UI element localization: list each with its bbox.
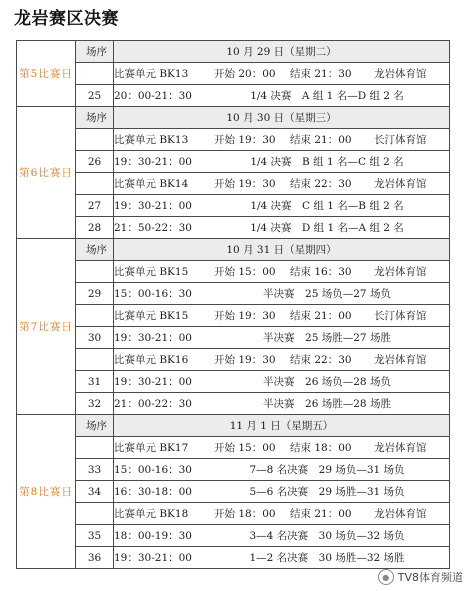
match-number: 25	[76, 85, 114, 107]
session-start: 开始 15：00	[214, 266, 276, 278]
match-info	[114, 371, 450, 393]
session-venue: 龙岩体育馆	[374, 442, 427, 454]
session-unit: 比赛单元 BK16	[114, 354, 189, 366]
session-end: 结束 18：00	[290, 442, 352, 454]
session-venue: 长汀体育馆	[374, 134, 427, 146]
match-row	[17, 459, 450, 481]
match-time: 20：00-21：30	[114, 90, 192, 102]
match-info	[114, 151, 450, 173]
session-start: 开始 19：30	[214, 178, 276, 190]
match-number: 28	[76, 217, 114, 239]
session-row	[17, 437, 450, 459]
session-info	[114, 63, 450, 85]
match-desc: 1/4 决赛 C 组 1 名—B 组 2 名	[250, 200, 404, 212]
match-time: 16：30-18：00	[114, 486, 192, 498]
match-number	[76, 305, 114, 327]
session-unit: 比赛单元 BK15	[114, 266, 189, 278]
session-row	[17, 503, 450, 525]
date-header: 10 月 30 日（星期三）	[114, 107, 450, 129]
match-desc: 半决赛 26 场胜—28 场胜	[263, 398, 391, 410]
session-row	[17, 63, 450, 85]
watermark-text: TV8体育频道	[397, 571, 463, 584]
match-time: 19：30-21：00	[114, 156, 192, 168]
day-header-row	[17, 107, 450, 129]
match-number: 32	[76, 393, 114, 415]
date-header: 10 月 29 日（星期二）	[114, 41, 450, 63]
session-info	[114, 261, 450, 283]
session-end: 结束 21：30	[290, 68, 352, 80]
session-unit: 比赛单元 BK17	[114, 442, 189, 454]
session-end: 结束 21：00	[290, 310, 352, 322]
match-number	[76, 261, 114, 283]
match-info	[114, 547, 450, 569]
match-row	[17, 547, 450, 569]
match-desc: 5—6 名决赛 29 场胜—31 场负	[249, 486, 405, 498]
match-row	[17, 151, 450, 173]
session-end: 结束 22：30	[290, 178, 352, 190]
match-desc: 半决赛 26 场负—28 场负	[263, 376, 391, 388]
wechat-icon: ●	[378, 569, 394, 585]
date-header: 10 月 31 日（星期四）	[114, 239, 450, 261]
day-label: 第6比赛日	[17, 107, 76, 239]
match-row	[17, 371, 450, 393]
day-header-row	[17, 41, 450, 63]
order-header: 场序	[76, 415, 114, 437]
match-number	[76, 349, 114, 371]
session-end: 结束 21：00	[290, 134, 352, 146]
match-row	[17, 525, 450, 547]
session-info	[114, 349, 450, 371]
match-info	[114, 481, 450, 503]
match-desc: 1—2 名决赛 30 场胜—32 场胜	[249, 552, 405, 564]
match-time: 18：00-19：30	[114, 530, 192, 542]
match-row	[17, 283, 450, 305]
match-number: 27	[76, 195, 114, 217]
match-desc: 1/4 决赛 A 组 1 名—D 组 2 名	[250, 90, 404, 102]
session-unit: 比赛单元 BK14	[114, 178, 189, 190]
match-number	[76, 437, 114, 459]
match-desc: 半决赛 25 场负—27 场负	[263, 288, 391, 300]
match-row	[17, 327, 450, 349]
match-info	[114, 85, 450, 107]
match-row	[17, 393, 450, 415]
session-unit: 比赛单元 BK15	[114, 310, 189, 322]
match-desc: 3—4 名决赛 30 场负—32 场负	[249, 530, 405, 542]
schedule-table	[16, 40, 450, 569]
match-number	[76, 503, 114, 525]
session-row	[17, 129, 450, 151]
session-info	[114, 173, 450, 195]
match-number: 33	[76, 459, 114, 481]
match-info	[114, 393, 450, 415]
session-end: 结束 21：00	[290, 508, 352, 520]
order-header: 场序	[76, 41, 114, 63]
session-row	[17, 305, 450, 327]
session-info	[114, 305, 450, 327]
session-venue: 龙岩体育馆	[374, 178, 427, 190]
match-row	[17, 481, 450, 503]
session-start: 开始 19：30	[214, 134, 276, 146]
day-header-row	[17, 415, 450, 437]
order-header: 场序	[76, 107, 114, 129]
match-row	[17, 217, 450, 239]
session-start: 开始 19：30	[214, 354, 276, 366]
session-start: 开始 20：00	[214, 68, 276, 80]
session-unit: 比赛单元 BK13	[114, 134, 189, 146]
page-title: 龙岩赛区决赛	[14, 9, 119, 29]
match-number: 35	[76, 525, 114, 547]
match-number: 34	[76, 481, 114, 503]
order-header: 场序	[76, 239, 114, 261]
match-time: 15：00-16：30	[114, 288, 192, 300]
match-info	[114, 283, 450, 305]
session-info	[114, 129, 450, 151]
match-time: 21：50-22：30	[114, 222, 192, 234]
session-row	[17, 349, 450, 371]
match-number: 31	[76, 371, 114, 393]
match-time: 21：00-22：30	[114, 398, 192, 410]
match-number: 30	[76, 327, 114, 349]
date-header: 11 月 1 日（星期五）	[114, 415, 450, 437]
match-number: 26	[76, 151, 114, 173]
session-venue: 龙岩体育馆	[374, 266, 427, 278]
session-start: 开始 19：30	[214, 310, 276, 322]
match-desc: 半决赛 25 场胜—27 场胜	[263, 332, 391, 344]
session-start: 开始 15：00	[214, 442, 276, 454]
session-venue: 长汀体育馆	[374, 310, 427, 322]
session-start: 开始 18：00	[214, 508, 276, 520]
day-label: 第5比赛日	[17, 41, 76, 107]
match-number: 36	[76, 547, 114, 569]
session-venue: 龙岩体育馆	[374, 68, 427, 80]
session-venue: 龙岩体育馆	[374, 508, 427, 520]
session-end: 结束 16：30	[290, 266, 352, 278]
session-row	[17, 261, 450, 283]
match-row	[17, 85, 450, 107]
session-row	[17, 173, 450, 195]
match-time: 19：30-21：00	[114, 376, 192, 388]
day-label: 第7比赛日	[17, 239, 76, 415]
match-time: 15：00-16：30	[114, 464, 192, 476]
match-number	[76, 173, 114, 195]
day-label: 第8比赛日	[17, 415, 76, 569]
session-unit: 比赛单元 BK13	[114, 68, 189, 80]
match-desc: 1/4 决赛 B 组 1 名—C 组 2 名	[250, 156, 404, 168]
match-time: 19：30-21：00	[114, 332, 192, 344]
session-unit: 比赛单元 BK18	[114, 508, 189, 520]
match-info	[114, 327, 450, 349]
match-info	[114, 195, 450, 217]
match-time: 19：30-21：00	[114, 200, 192, 212]
match-number: 29	[76, 283, 114, 305]
session-info	[114, 503, 450, 525]
match-number	[76, 129, 114, 151]
session-end: 结束 22：30	[290, 354, 352, 366]
match-time: 19：30-21：00	[114, 552, 192, 564]
session-venue: 龙岩体育馆	[374, 354, 427, 366]
match-number	[76, 63, 114, 85]
match-info	[114, 525, 450, 547]
match-desc: 7—8 名决赛 29 场负—31 场负	[249, 464, 405, 476]
session-info	[114, 437, 450, 459]
match-row	[17, 195, 450, 217]
day-header-row	[17, 239, 450, 261]
match-info	[114, 217, 450, 239]
match-info	[114, 459, 450, 481]
match-desc: 1/4 决赛 D 组 1 名—A 组 2 名	[250, 222, 404, 234]
watermark	[378, 569, 463, 585]
